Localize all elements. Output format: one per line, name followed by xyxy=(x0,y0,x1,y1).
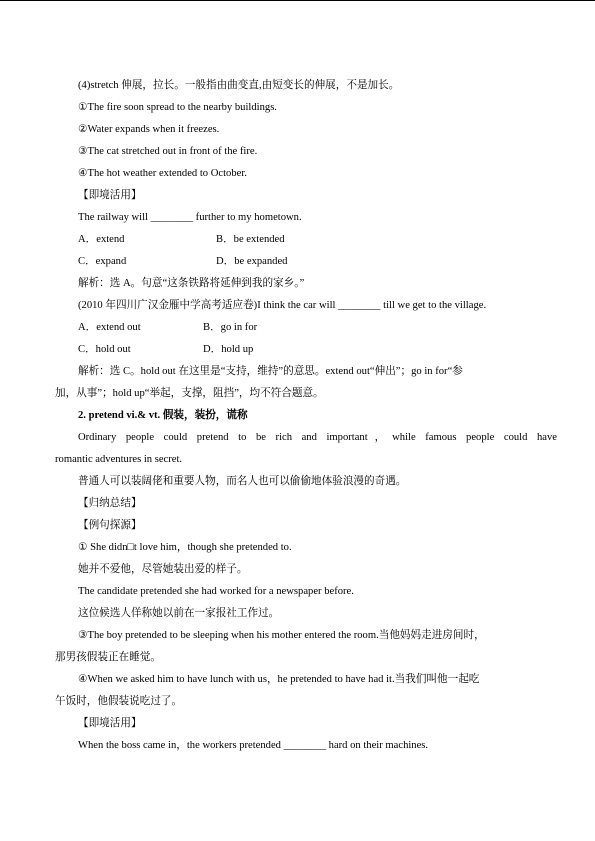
answer-explanation-1: 解析：选 A。句意“这条铁路将延伸到我的家乡。” xyxy=(78,278,305,289)
pretend-sentence-4: ④When we asked him to have lunch with us，he pretended to have had it.当我们叫他一起吃 xyxy=(78,674,480,685)
question-1-options-ab xyxy=(78,233,557,247)
answer-explanation-2: 解析：选 C。hold out 在这里是“支持，维持”的意思。extend out“伸出”；go in for“参 xyxy=(78,366,463,377)
pretend-sentence-1-zh: 她并不爱他，尽管她装出爱的样子。 xyxy=(78,564,248,575)
pretend-example-en: Ordinary people could pretend to be rich and important，while famous people could have xyxy=(78,432,557,443)
question-1-options-cd xyxy=(78,255,557,269)
question-2: (2010 年四川广汉金雁中学高考适应卷)I think the car will ________ till we get to the village. xyxy=(78,300,487,311)
pretend-sentence-3: ③The boy pretended to be sleeping when his mother entered the room.当他妈妈走进房间时， xyxy=(78,630,485,641)
option-c: C．hold out xyxy=(78,344,131,355)
pretend-example-en-cont: romantic adventures in secret. xyxy=(55,454,183,465)
example-sentence-2: ②Water expands when it freezes. xyxy=(78,124,220,135)
pretend-example-zh: 普通人可以装阔佬和重要人物，而名人也可以偷偷地体验浪漫的奇遇。 xyxy=(78,476,407,487)
section-heading-practice: 【即境活用】 xyxy=(78,190,142,201)
pretend-sentence-1: ① She didn□t love him，though she pretended to. xyxy=(78,542,292,553)
question-1: The railway will ________ further to my hometown. xyxy=(78,212,302,223)
example-sentence-3: ③The cat stretched out in front of the fire. xyxy=(78,146,258,157)
option-a: A．extend out xyxy=(78,322,141,333)
example-sentence-1: ①The fire soon spread to the nearby buildings. xyxy=(78,102,277,113)
pretend-sentence-2-zh: 这位候选人佯称她以前在一家报社工作过。 xyxy=(78,608,280,619)
pretend-sentence-2: The candidate pretended she had worked for a newspaper before. xyxy=(78,586,354,597)
section-heading-examples: 【例句探源】 xyxy=(78,520,142,531)
question-2-options-ab xyxy=(78,321,557,335)
stretch-definition: (4)stretch 伸展，拉长。一般指由曲变直,由短变长的伸展，不是加长。 xyxy=(78,80,400,91)
option-b: B．be extended xyxy=(216,234,285,245)
option-c: C．expand xyxy=(78,256,127,267)
section-heading-summary: 【归纳总结】 xyxy=(78,498,142,509)
option-d: D．be expanded xyxy=(216,256,288,267)
question-3: When the boss came in，the workers pretended ________ hard on their machines. xyxy=(78,740,429,751)
pretend-sentence-3-cont: 那男孩假装正在睡觉。 xyxy=(55,652,161,663)
entry-heading-pretend: 2. pretend vi.& vt. 假装，装扮，谎称 xyxy=(78,410,248,421)
question-2-options-cd xyxy=(78,343,557,357)
option-b: B．go in for xyxy=(203,322,258,333)
page-top-rule xyxy=(0,0,595,1)
pretend-sentence-4-cont: 午饭时，他假装说吃过了。 xyxy=(55,696,183,707)
option-d: D．hold up xyxy=(203,344,254,355)
example-sentence-4: ④The hot weather extended to October. xyxy=(78,168,247,179)
answer-explanation-2-cont: 加，从事”；hold up“举起，支撑，阻挡”，均不符合题意。 xyxy=(55,388,324,399)
section-heading-practice-2: 【即境活用】 xyxy=(78,718,142,729)
option-a: A．extend xyxy=(78,234,125,245)
